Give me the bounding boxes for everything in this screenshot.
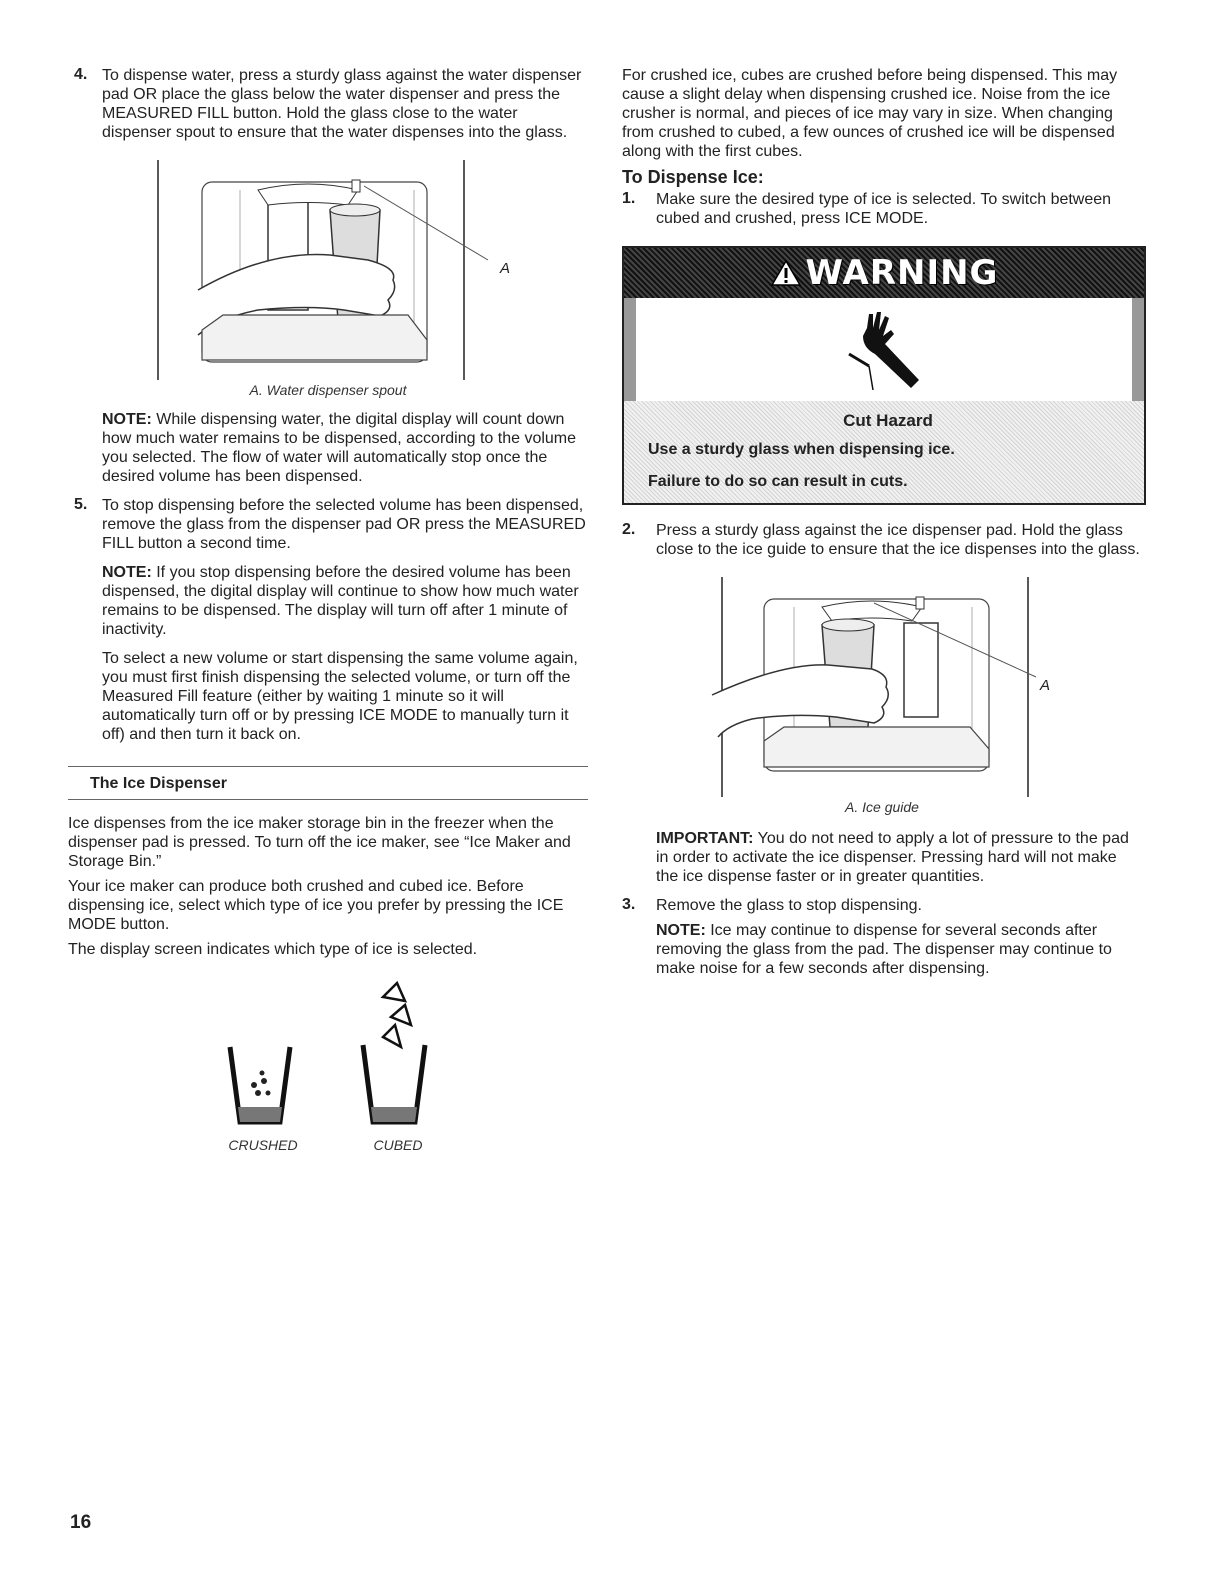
section-heading-ice-dispenser: The Ice Dispenser <box>68 766 588 800</box>
warning-line-1: Use a sturdy glass when dispensing ice. <box>648 441 955 458</box>
left-column <box>68 66 588 1157</box>
water-dispenser-figure <box>68 160 588 400</box>
ice-dispenser-figure <box>622 577 1142 817</box>
note-text: While dispensing water, the digital display will count down how much water remains to be dispensed, according to the volume you selected. The flow of water will automatically stop once the desired volume has been dispensed. <box>102 411 577 485</box>
crushed-icon <box>218 997 298 1127</box>
step-text: Press a sturdy glass against the ice dispenser pad. Hold the glass close to the ice guide to ensure that the ice dispenses into the glass. <box>656 522 1140 558</box>
step-text: Remove the glass to stop dispensing. <box>656 897 922 914</box>
important-label: IMPORTANT: <box>656 830 754 847</box>
ice-dispenser-illustration <box>622 577 1142 797</box>
warning-line-2: Failure to do so can result in cuts. <box>648 473 908 490</box>
crushed-label: CRUSHED <box>228 1137 298 1153</box>
step-number: 2. <box>622 521 636 538</box>
warning-triangle-icon <box>770 259 802 287</box>
step-4 <box>68 66 588 142</box>
cubed-icon <box>353 977 443 1127</box>
step-number: 5. <box>74 496 88 513</box>
important-note <box>622 829 1142 886</box>
step-text: To stop dispensing before the selected volume has been dispensed, remove the glass from the dispenser pad OR press the MEASURED FILL button a second time. <box>102 497 586 552</box>
step-text: To dispense water, press a sturdy glass against the water dispenser pad OR place the glass below the water dispenser and press the MEASURED FILL button. Hold the glass close to the water dispenser spout to ensure that the water dispenses into the glass. <box>102 67 582 141</box>
ice-paragraph-1: Ice dispenses from the ice maker storage bin in the freezer when the dispenser pad is pressed. To turn off the ice maker, see “Ice Maker and Storage Bin.” <box>68 815 571 870</box>
note-label: NOTE: <box>656 922 706 939</box>
step-number: 3. <box>622 896 636 913</box>
figure-caption: A. Water dispenser spout <box>249 382 407 398</box>
crushed-ice-paragraph: For crushed ice, cubes are crushed before being dispensed. This may cause a slight delay when dispensing crushed ice. Noise from the ice crusher is normal, and pieces of ice may vary in size. When changing from crushed to cubed, a few ounces of crushed ice will be dispensed along with the first cubes. <box>622 67 1118 160</box>
dispense-ice-heading: To Dispense Ice: <box>622 167 764 187</box>
warning-title: WARNING <box>805 253 999 293</box>
step-number: 4. <box>74 66 88 83</box>
note-ice-continue <box>622 921 1142 978</box>
reset-text: To select a new volume or start dispensing the same volume again, you must first finish dispensing the selected volume, or turn off the Measured Fill feature (either by waiting 1 minute so it will automatically turn off or by pressing ICE MODE to manually turn it off) and then turn it back on. <box>102 650 578 743</box>
figure-label-a: A <box>500 260 511 277</box>
note-display-countdown <box>68 410 588 486</box>
note-stop-dispensing <box>68 563 588 639</box>
right-column <box>622 66 1142 978</box>
warning-body <box>624 401 1144 503</box>
warning-box <box>622 246 1146 505</box>
step-2 <box>622 521 1142 559</box>
warning-header <box>624 248 1144 298</box>
ice-paragraph-2: Your ice maker can produce both crushed and cubed ice. Before dispensing ice, select which type of ice you prefer by pressing the ICE MODE button. <box>68 878 564 933</box>
note-text: If you stop dispensing before the desired volume has been dispensed, the digital display will continue to show how much water remains to be dispensed. The display will turn off after 1 minute of inactivity. <box>102 564 579 638</box>
step-number: 1. <box>622 190 636 207</box>
note-label: NOTE: <box>102 564 152 581</box>
step-5 <box>68 496 588 553</box>
ice-paragraph-3: The display screen indicates which type of ice is selected. <box>68 941 478 958</box>
step-3 <box>622 896 1142 915</box>
page-number: 16 <box>70 1512 92 1533</box>
note-label: NOTE: <box>102 411 152 428</box>
reset-paragraph <box>68 649 588 744</box>
note-text: Ice may continue to dispense for several seconds after removing the glass from the pad. The dispenser may continue to make noise for a few seconds after dispensing. <box>656 922 1112 977</box>
step-1 <box>622 190 1142 228</box>
step-text: Make sure the desired type of ice is selected. To switch between cubed and crushed, press ICE MODE. <box>656 191 1112 227</box>
figure-label-a: A <box>1040 677 1051 694</box>
important-text: You do not need to apply a lot of pressure to the pad in order to activate the ice dispenser. Pressing hard will not make the ice dispense faster or in greater quantities. <box>656 830 1129 885</box>
cubed-label: CUBED <box>373 1137 423 1153</box>
figure-caption: A. Ice guide <box>845 799 919 815</box>
ice-type-icons <box>68 977 588 1157</box>
cut-hand-icon <box>839 310 929 390</box>
hazard-title: Cut Hazard <box>843 411 933 430</box>
warning-icon-area <box>624 298 1144 401</box>
